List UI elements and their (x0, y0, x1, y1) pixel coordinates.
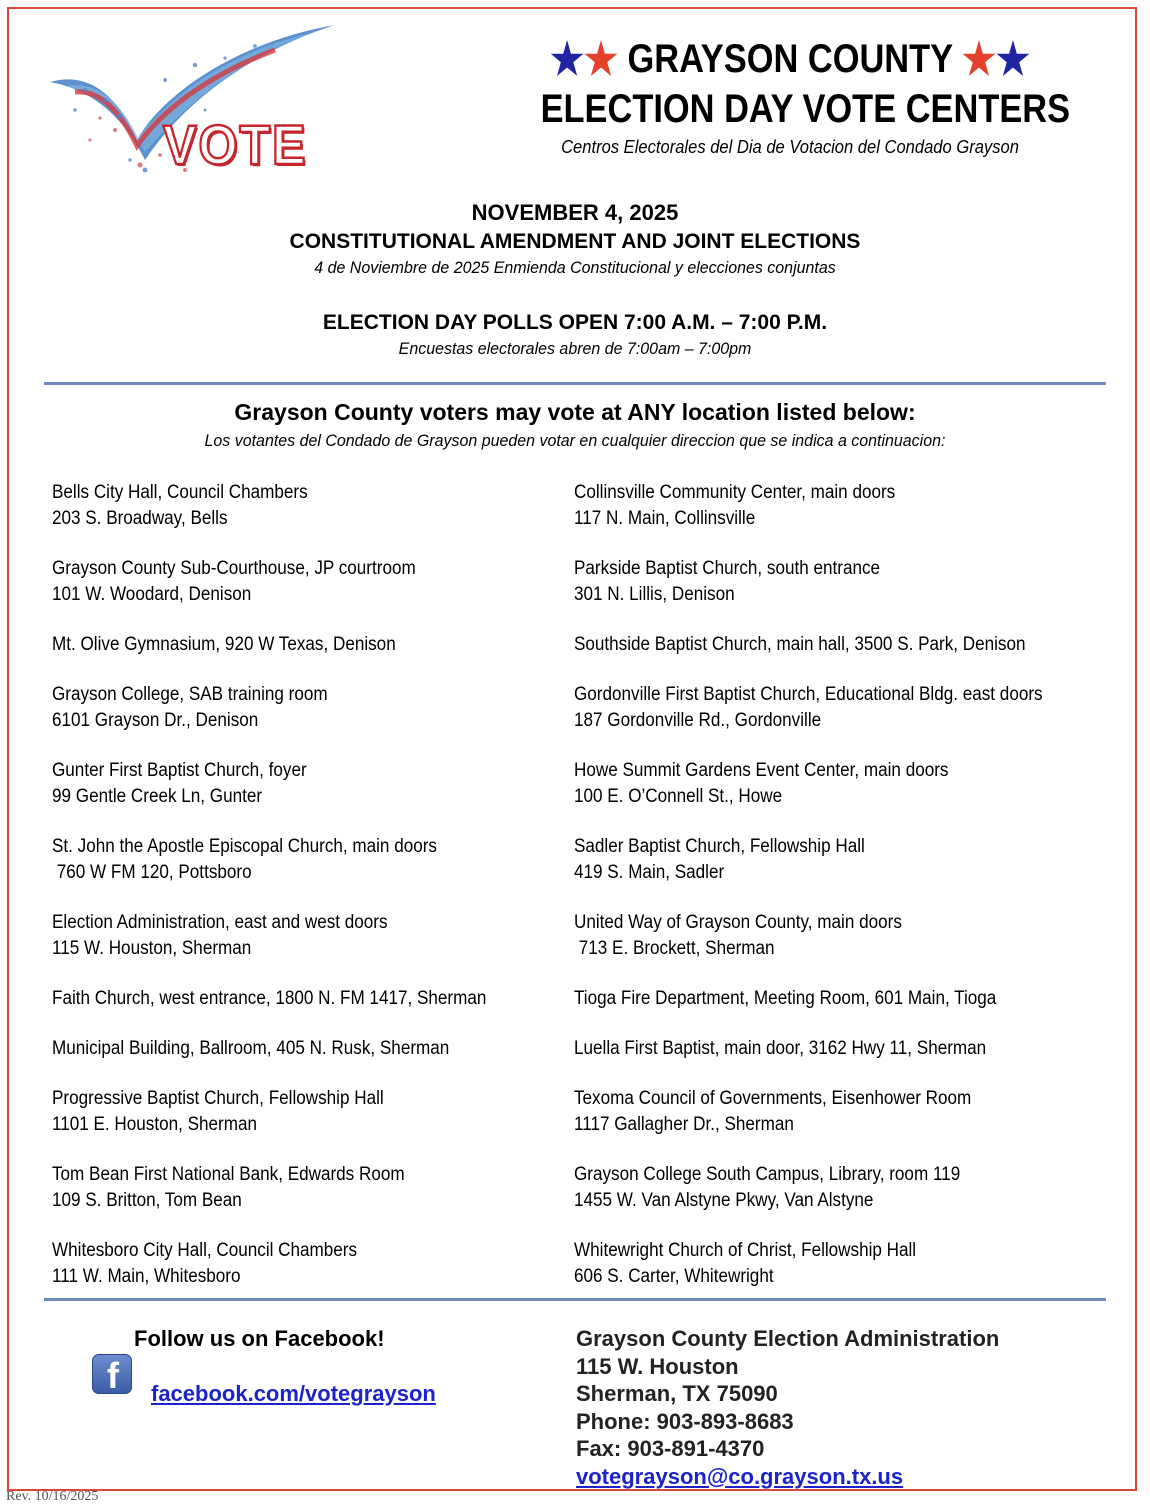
location-item (52, 556, 538, 632)
location-name: Sadler Baptist Church, Fellowship Hall (574, 836, 865, 857)
location-address: 101 W. Woodard, Denison (52, 583, 252, 605)
location-name: Faith Church, west entrance, 1800 N. FM 1417, Sherman (52, 988, 487, 1009)
location-name: Tom Bean First National Bank, Edwards Room (52, 1164, 405, 1185)
locations-heading: Grayson County voters may vote at ANY location listed below: (234, 399, 916, 425)
location-address: 111 W. Main, Whitesboro (52, 1265, 241, 1287)
location-name: Grayson County Sub-Courthouse, JP courtroom (52, 558, 416, 579)
location-item (574, 1036, 1060, 1086)
location-name: Tioga Fire Department, Meeting Room, 601 Main, Tioga (574, 988, 997, 1009)
facebook-icon[interactable] (92, 1354, 132, 1394)
locations-left-column (52, 480, 592, 1314)
location-name: Whitesboro City Hall, Council Chambers (52, 1240, 358, 1261)
location-item (574, 556, 1060, 632)
red-star-icon: ★ (962, 35, 996, 84)
location-item (574, 834, 1060, 910)
facebook-link[interactable]: facebook.com/votegrayson (151, 1381, 436, 1406)
location-name: Parkside Baptist Church, south entrance (574, 558, 881, 579)
location-name: Howe Summit Gardens Event Center, main doors (574, 760, 949, 781)
locations-right-column (574, 480, 1114, 1314)
location-item (52, 1086, 538, 1162)
title-line1 (541, 34, 1040, 85)
location-item (52, 910, 538, 986)
location-name: Grayson College, SAB training room (52, 684, 328, 705)
location-item (52, 682, 538, 758)
divider (44, 382, 1106, 385)
location-name: Mt. Olive Gymnasium, 920 W Texas, Denison (52, 634, 396, 655)
office-contact (576, 1325, 999, 1490)
location-item (52, 758, 538, 834)
polls-hours: ELECTION DAY POLLS OPEN 7:00 A.M. – 7:00 P.M. (322, 311, 828, 334)
location-name: Bells City Hall, Council Chambers (52, 482, 308, 503)
office-city: Sherman, TX 75090 (576, 1381, 778, 1406)
location-address: 419 S. Main, Sadler (574, 861, 725, 883)
location-item (574, 480, 1060, 556)
vote-logo-word: VOTE (163, 113, 308, 176)
location-item (574, 682, 1060, 758)
divider (44, 1298, 1106, 1301)
location-name: Progressive Baptist Church, Fellowship Hall (52, 1088, 384, 1109)
header (500, 34, 1080, 158)
location-address: 99 Gentle Creek Ln, Gunter (52, 785, 263, 807)
location-item (52, 986, 538, 1036)
location-name: Luella First Baptist, main door, 3162 Hwy 11, Sherman (574, 1038, 987, 1059)
location-item (52, 1162, 538, 1238)
location-address: 109 S. Britton, Tom Bean (52, 1189, 242, 1211)
location-address: 100 E. O’Connell St., Howe (574, 785, 783, 807)
location-name: Grayson College South Campus, Library, room 119 (574, 1164, 961, 1185)
location-address: 117 N. Main, Collinsville (574, 507, 756, 529)
office-street: 115 W. Houston (576, 1353, 739, 1379)
revision-date: Rev. 10/16/2025 (6, 1489, 99, 1504)
location-item (574, 986, 1060, 1036)
page-subtitle-spanish: Centros Electorales del Dia de Votacion del Condado Grayson (561, 137, 1019, 157)
locations-heading-spanish: Los votantes del Condado de Grayson pueden votar en cualquier direccion que se indica a continuacion: (204, 431, 946, 450)
location-name: Southside Baptist Church, main hall, 3500 S. Park, Denison (574, 634, 1026, 655)
location-name: Gordonville First Baptist Church, Educational Bldg. east doors (574, 684, 1043, 705)
location-address: 203 S. Broadway, Bells (52, 507, 228, 529)
location-address: 606 S. Carter, Whitewright (574, 1265, 774, 1287)
red-star-icon: ★ (584, 35, 618, 84)
blue-star-icon: ★ (550, 35, 585, 84)
location-address: 187 Gordonville Rd., Gordonville (574, 709, 822, 731)
office-phone: Phone: 903-893-8683 (576, 1408, 794, 1434)
location-address: 115 W. Houston, Sherman (52, 937, 252, 959)
location-item (52, 1036, 538, 1086)
page-title: ELECTION DAY VOTE CENTERS (540, 87, 1071, 131)
location-name: Election Administration, east and west doors (52, 912, 388, 933)
location-name: St. John the Apostle Episcopal Church, main doors (52, 836, 437, 857)
location-item (574, 1086, 1060, 1162)
office-fax: Fax: 903-891-4370 (576, 1436, 765, 1461)
location-name: United Way of Grayson County, main doors (574, 912, 902, 933)
location-address: 713 E. Brockett, Sherman (574, 937, 775, 959)
location-name: Municipal Building, Ballroom, 405 N. Rusk, Sherman (52, 1038, 450, 1059)
location-name: Collinsville Community Center, main doors (574, 482, 896, 503)
election-date: NOVEMBER 4, 2025 (471, 200, 679, 225)
location-address: 1117 Gallagher Dr., Sherman (574, 1113, 794, 1135)
location-name: Texoma Council of Governments, Eisenhower Room (574, 1088, 972, 1109)
location-address: 6101 Grayson Dr., Denison (52, 709, 259, 731)
email-link[interactable]: votegrayson@co.grayson.tx.us (576, 1463, 904, 1489)
office-name: Grayson County Election Administration (576, 1326, 1000, 1351)
location-item (52, 480, 538, 556)
location-item (574, 910, 1060, 986)
polls-hours-spanish: Encuestas electorales abren de 7:00am – 7:00pm (398, 339, 752, 358)
location-address: 1101 E. Houston, Sherman (52, 1113, 258, 1135)
facebook-icon-glyph: f (107, 1355, 119, 1396)
location-item (574, 632, 1060, 682)
facebook-heading: Follow us on Facebook! (134, 1326, 385, 1351)
location-name: Whitewright Church of Christ, Fellowship Hall (574, 1240, 917, 1261)
vote-logo (45, 20, 345, 180)
location-item (574, 1238, 1060, 1314)
location-item (52, 1238, 538, 1314)
election-name-spanish: 4 de Noviembre de 2025 Enmienda Constitucional y elecciones conjuntas (314, 258, 836, 277)
county-title: GRAYSON COUNTY (627, 37, 953, 81)
location-item (574, 758, 1060, 834)
election-name: CONSTITUTIONAL AMENDMENT AND JOINT ELECTIONS (289, 230, 861, 253)
blue-star-icon: ★ (995, 35, 1030, 84)
location-item (574, 1162, 1060, 1238)
location-address: 301 N. Lillis, Denison (574, 583, 735, 605)
location-item (52, 834, 538, 910)
location-item (52, 632, 538, 682)
location-address: 760 W FM 120, Pottsboro (52, 861, 252, 883)
location-name: Gunter First Baptist Church, foyer (52, 760, 307, 781)
location-address: 1455 W. Van Alstyne Pkwy, Van Alstyne (574, 1189, 874, 1211)
